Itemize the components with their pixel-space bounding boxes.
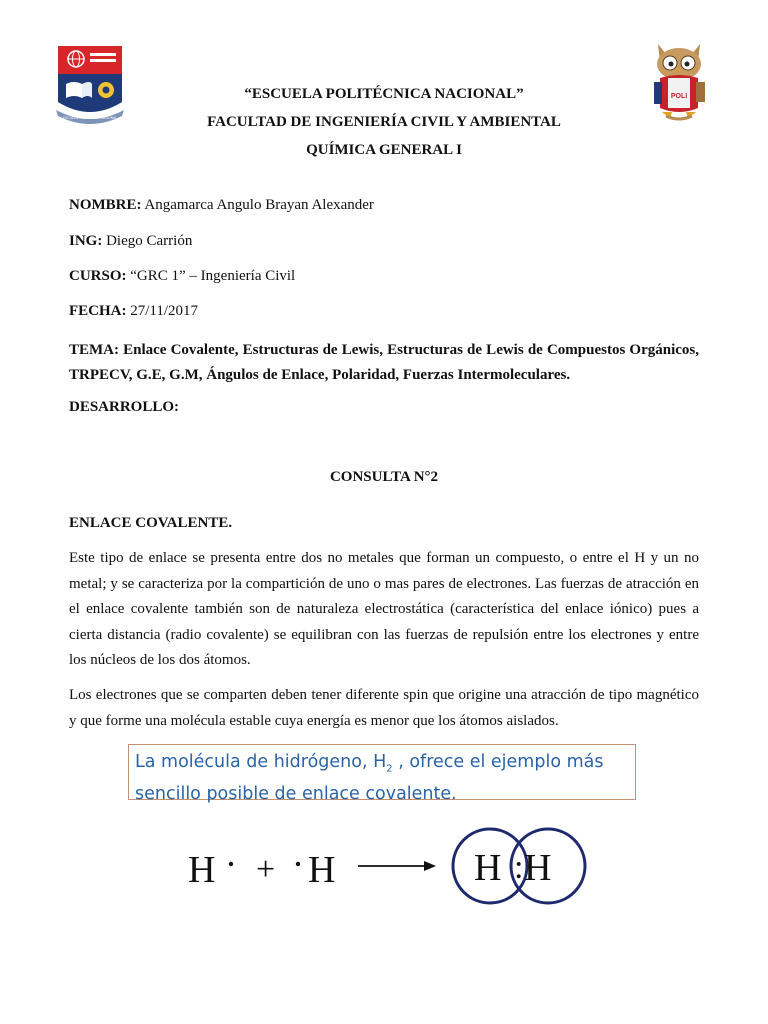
caption-subscript: 2: [386, 763, 393, 775]
faculty-title: FACULTAD DE INGENIERÍA CIVIL Y AMBIENTAL: [207, 114, 561, 130]
eq-product-right-atom: H: [524, 847, 552, 889]
owl-mascot-text: POLI: [670, 93, 688, 100]
caption-part1: La molécula de hidrógeno, H: [135, 752, 387, 772]
paragraph-1: Este tipo de enlace se presenta entre dos no metales que forman un compuesto, o entre el H y un no metal; y se caracteriza por la compartición de uno o mas pares de electrones. Las fuerzas de atracción en el enlace covalente también son de naturaleza electrostática (característica del enlace iónico) pues a cierta distancia (radio covalente) se equilibran con las fuerzas de repulsión entre los electrones y entre los núcleos de los dos átomos.: [69, 550, 699, 668]
tema-label: TEMA:: [69, 342, 119, 358]
h2-formation-equation: [180, 820, 600, 914]
field-ing: [69, 233, 192, 250]
nombre-label: NOMBRE:: [69, 197, 142, 213]
paragraph-2: Los electrones que se comparten deben tener diferente spin que origine una atracción de tipo magnético y que forme una molécula estable cuya energía es menor que los átomos aislados.: [69, 687, 699, 729]
field-curso: [69, 268, 295, 285]
eq-right-atom: H: [308, 849, 336, 891]
nombre-value: Angamarca Angulo Brayan Alexander: [141, 197, 374, 213]
institution-title: “ESCUELA POLITÉCNICA NACIONAL”: [244, 86, 524, 102]
figure-caption: [128, 744, 636, 804]
eq-product-left-atom: H: [474, 847, 502, 889]
eq-right-electron: [296, 862, 300, 866]
eq-left-electron: [229, 862, 233, 866]
fecha-label: FECHA:: [69, 303, 127, 319]
eq-plus: +: [256, 851, 276, 888]
field-fecha: [69, 303, 198, 320]
tema-value: Enlace Covalente, Estructuras de Lewis, Estructuras de Lewis de Compuestos Orgánicos, TRPECV, G.E, G.M, Ángulos de Enlace, Polaridad, Fuerzas Intermoleculares.: [69, 342, 699, 383]
ing-label: ING:: [69, 233, 103, 249]
ing-value: Diego Carrión: [102, 233, 193, 249]
owl-mascot-icon: [648, 38, 710, 124]
reaction-arrow-icon: [358, 861, 436, 871]
eq-shared-pair: :: [514, 849, 524, 886]
eq-left-atom: H: [188, 849, 216, 891]
desarrollo-heading: DESARROLLO:: [69, 399, 180, 415]
tema-block: [69, 338, 699, 388]
fecha-value: 27/11/2017: [126, 303, 199, 319]
curso-label: CURSO:: [69, 268, 127, 284]
course-title: QUÍMICA GENERAL I: [306, 142, 462, 158]
consulta-heading: CONSULTA N°2: [329, 469, 439, 485]
section-title: ENLACE COVALENTE.: [69, 515, 233, 531]
field-nombre: [69, 197, 374, 214]
caption-part2: , ofrece el ejemplo más sencillo posible de enlace covalente.: [135, 752, 604, 804]
curso-value: “GRC 1” – Ingeniería Civil: [126, 268, 296, 284]
epn-logo-text: ESCUELA POLITÉCNICA NACIONAL: [63, 116, 117, 120]
